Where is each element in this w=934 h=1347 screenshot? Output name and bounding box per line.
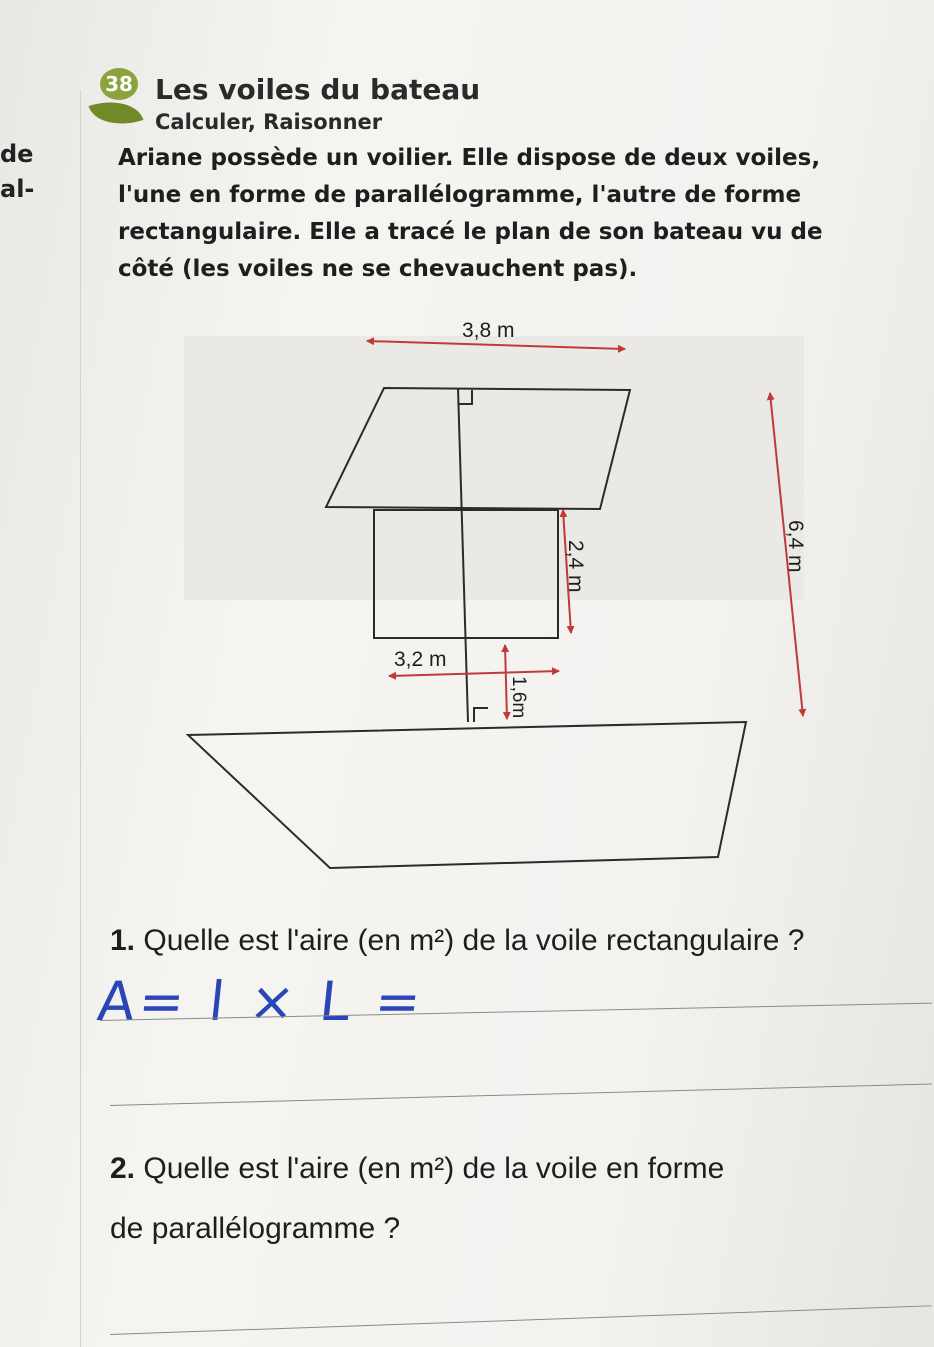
exercise-statement: Ariane possède un voilier. Elle dispose de deux voiles, l'une en forme de parallélogramme, l'autre de forme rectangulaire. Elle a tracé le plan de son bateau vu de côté (les voiles ne se chevauchent pas). (118, 145, 823, 282)
exercise-number-badge: 38 (100, 68, 138, 100)
exercise-title: Les voiles du bateau (155, 73, 481, 106)
handwritten-answer: A= l × L = (94, 970, 428, 1033)
right-angle-mark (474, 708, 488, 722)
label-gap: 1,6m (508, 676, 529, 719)
margin-fragment: al- (0, 175, 35, 203)
question-1 (110, 924, 804, 958)
margin-fragment: de (0, 140, 34, 168)
mast (458, 388, 468, 722)
label-top-width: 3,8 m (462, 319, 515, 342)
right-angle-mark (458, 390, 472, 404)
label-total-height: 6,4 m (784, 520, 807, 573)
question-number: 1. (110, 924, 136, 957)
hull (188, 722, 746, 868)
dimension-arrow (389, 671, 559, 676)
rectangle-sail (374, 510, 558, 638)
exercise-skills: Calculer, Raisonner (155, 110, 383, 134)
question-text: Quelle est l'aire (en m²) de la voile rectangulaire ? (143, 924, 805, 957)
question-number: 2. (110, 1152, 136, 1185)
dimension-arrow (505, 645, 507, 719)
question-2 (110, 1152, 724, 1186)
dimension-arrow (367, 341, 625, 349)
question-2-continued: de parallélogramme ? (110, 1212, 401, 1245)
label-rect-height: 2,4 m (564, 540, 587, 593)
question-text: Quelle est l'aire (en m²) de la voile en forme (143, 1152, 725, 1185)
parallelogram-sail (326, 388, 630, 509)
label-rect-width: 3,2 m (394, 648, 447, 671)
